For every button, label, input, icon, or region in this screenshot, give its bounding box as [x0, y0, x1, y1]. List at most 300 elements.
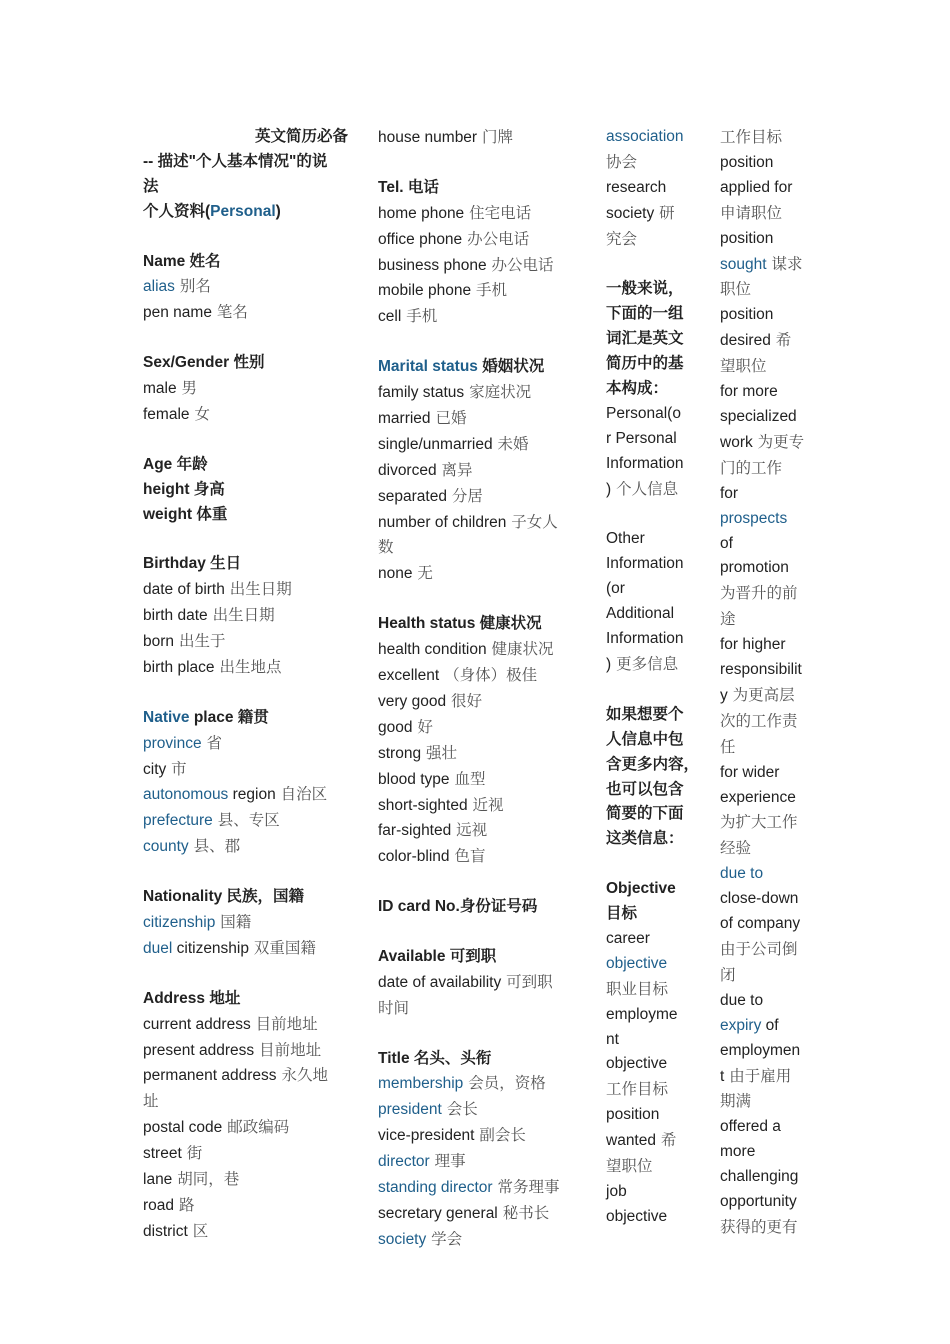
text-line — [720, 252, 820, 278]
blank-line — [378, 1022, 578, 1047]
english-term: position — [720, 306, 774, 324]
english-term: 人信息中包 — [606, 730, 684, 748]
text-line — [143, 274, 348, 300]
english-term: work — [720, 433, 753, 451]
english-term: 含更多内容， — [606, 755, 700, 773]
english-term: street — [143, 1145, 182, 1163]
link-term[interactable]: due to — [720, 865, 764, 883]
text-line — [143, 351, 348, 376]
english-term: date of availability — [378, 973, 502, 991]
english-term: color-blind — [378, 848, 450, 866]
blank-line — [143, 681, 348, 706]
chinese-translation: 住宅电话 — [464, 203, 532, 222]
chinese-translation: 个人信息 — [611, 479, 679, 498]
text-line — [143, 1193, 348, 1219]
text-line — [606, 552, 701, 577]
english-term: 婚姻状况 — [477, 358, 545, 376]
link-term[interactable]: objective — [606, 954, 668, 972]
chinese-translation: 会长 — [441, 1100, 478, 1119]
english-term: Personal(o — [606, 404, 681, 422]
english-term: separated — [378, 487, 447, 505]
text-line — [720, 1215, 820, 1241]
english-term: 本构成： — [606, 380, 669, 398]
text-line — [143, 655, 348, 681]
chinese-translation: 已婚 — [430, 408, 467, 427]
chinese-translation: 笔名 — [211, 303, 248, 322]
chinese-translation: 期满 — [720, 1092, 752, 1111]
blank-line — [143, 860, 348, 885]
english-term: male — [143, 380, 177, 398]
chinese-translation: 无 — [412, 564, 433, 583]
text-line — [606, 778, 701, 803]
english-term: Information — [606, 454, 684, 472]
english-term: for wider — [720, 763, 780, 781]
chinese-translation: 工作目标 — [720, 128, 783, 146]
text-line — [606, 1128, 701, 1154]
english-term: home phone — [378, 204, 465, 222]
text-line — [378, 201, 578, 227]
chinese-translation: 目前地址 — [250, 1014, 318, 1033]
english-term: good — [378, 718, 413, 736]
english-term: Additional — [606, 605, 675, 623]
english-term: close-down — [720, 890, 799, 908]
english-term: present address — [143, 1041, 255, 1059]
link-term[interactable]: director — [378, 1153, 430, 1171]
text-line — [606, 277, 701, 302]
text-line — [378, 895, 578, 920]
text-line — [143, 706, 348, 731]
chinese-translation: 理事 — [429, 1152, 466, 1171]
english-term: challenging — [720, 1168, 799, 1186]
chinese-translation: 由于雇用 — [724, 1066, 792, 1085]
text-line — [143, 834, 348, 860]
english-term: society — [606, 204, 655, 222]
text-line — [720, 1165, 820, 1190]
text-line — [720, 1190, 820, 1215]
text-line — [606, 703, 701, 728]
english-term: place 籍贯 — [189, 708, 269, 726]
english-term: height 身高 — [143, 480, 225, 498]
chinese-translation: 省 — [201, 733, 223, 752]
chinese-translation: 女 — [189, 404, 210, 423]
blank-line — [143, 225, 348, 250]
english-term: 法 — [143, 177, 159, 195]
chinese-translation: 工作目标 — [606, 1080, 669, 1099]
text-line — [720, 862, 820, 887]
chinese-translation: （身体）极佳 — [439, 665, 538, 684]
chinese-translation: 胡同，巷 — [172, 1170, 240, 1189]
english-term: road — [143, 1196, 175, 1214]
chinese-translation: 可到职 — [501, 972, 553, 991]
text-line — [378, 1149, 578, 1175]
text-line — [378, 176, 578, 201]
english-term: career — [606, 929, 650, 947]
text-line — [143, 453, 348, 478]
english-term: single/unmarried — [378, 435, 493, 453]
link-term[interactable]: society — [378, 1230, 427, 1248]
chinese-translation: 出生于 — [174, 632, 226, 651]
chinese-translation: 为更高层 — [727, 685, 795, 704]
text-line — [378, 432, 578, 458]
chinese-translation: 出生日期 — [207, 606, 275, 625]
link-term[interactable]: autonomous — [143, 786, 229, 804]
text-line — [143, 478, 348, 503]
english-term: Information — [606, 555, 684, 573]
text-line — [378, 253, 578, 279]
text-line — [143, 629, 348, 655]
text-column-4 — [720, 125, 820, 1241]
english-term: business phone — [378, 256, 487, 274]
text-line — [143, 200, 348, 225]
blank-line — [606, 503, 701, 528]
text-line — [378, 1047, 578, 1072]
text-line — [378, 637, 578, 663]
english-term: ) — [606, 656, 612, 673]
english-term: family status — [378, 384, 465, 402]
english-term: number of children — [378, 513, 507, 531]
chinese-translation: 近视 — [467, 795, 504, 814]
chinese-translation: 址 — [143, 1092, 159, 1111]
text-line — [378, 612, 578, 637]
english-term: Name 姓名 — [143, 252, 221, 270]
link-term[interactable]: standing director — [378, 1179, 493, 1197]
chinese-translation: 目前地址 — [254, 1040, 322, 1059]
chinese-translation: 时间 — [378, 998, 410, 1017]
chinese-translation: 很好 — [446, 691, 483, 710]
english-term: postal code — [143, 1119, 223, 1137]
link-term[interactable]: citizenship — [143, 914, 216, 931]
text-line — [720, 810, 820, 836]
english-term: Nationality 民族，国籍 — [143, 888, 305, 906]
text-line — [720, 1014, 820, 1039]
text-line — [606, 227, 701, 253]
text-line — [720, 482, 820, 507]
chinese-translation: 手机 — [471, 281, 508, 300]
chinese-translation: 未婚 — [492, 434, 529, 453]
english-term: lane — [143, 1171, 173, 1189]
text-line — [143, 910, 348, 936]
english-term: ) — [606, 480, 612, 498]
text-line — [143, 376, 348, 402]
chinese-translation: 县、专区 — [212, 811, 280, 830]
link-term[interactable]: expiry — [720, 1016, 762, 1034]
english-term: house number — [378, 129, 478, 146]
english-term: city — [143, 760, 167, 778]
english-term: for higher — [720, 636, 786, 654]
text-line — [606, 977, 701, 1003]
english-term: ) — [275, 202, 281, 220]
blank-line — [378, 330, 578, 355]
text-line — [143, 885, 348, 910]
text-line — [378, 844, 578, 870]
text-line — [143, 1219, 348, 1245]
chinese-translation: 街 — [181, 1144, 203, 1163]
chinese-translation: 究会 — [606, 229, 638, 248]
link-term[interactable]: county — [143, 838, 189, 856]
english-term: nt — [606, 1030, 619, 1048]
link-term[interactable]: prospects — [720, 509, 788, 527]
text-line — [606, 902, 701, 927]
english-term: position — [606, 1106, 660, 1124]
english-term: Objective — [606, 880, 676, 898]
chinese-translation: 办公电话 — [462, 229, 530, 248]
text-line — [606, 1103, 701, 1128]
text-line — [143, 1167, 348, 1193]
english-term: 简历中的基 — [606, 355, 684, 373]
chinese-translation: 出生日期 — [224, 580, 292, 599]
text-line — [606, 1052, 701, 1077]
text-line — [720, 963, 820, 989]
english-term: short-sighted — [378, 796, 468, 814]
text-line — [378, 818, 578, 844]
blank-line — [606, 253, 701, 278]
text-line — [378, 406, 578, 432]
text-line — [378, 767, 578, 793]
chinese-translation: 远视 — [451, 821, 488, 840]
text-line — [143, 1089, 348, 1115]
chinese-translation: 健康状况 — [486, 640, 554, 659]
chinese-translation: 自治区 — [275, 785, 328, 804]
text-line — [378, 561, 578, 587]
chinese-translation: 门牌 — [477, 128, 514, 146]
english-term: 词汇是英文 — [606, 330, 684, 348]
link-term[interactable]: duel — [143, 939, 173, 957]
chinese-translation: 别名 — [174, 277, 211, 296]
blank-line — [143, 326, 348, 351]
english-term: vice-president — [378, 1127, 475, 1145]
blank-line — [143, 428, 348, 453]
text-line — [378, 1227, 578, 1253]
english-term: employmen — [720, 1041, 801, 1059]
chinese-translation: 常务理事 — [492, 1178, 560, 1197]
link-term[interactable]: membership — [378, 1075, 464, 1093]
chinese-translation: 协会 — [606, 152, 638, 171]
chinese-translation: 市 — [166, 759, 187, 778]
text-line — [720, 735, 820, 761]
text-line — [606, 827, 701, 852]
text-line — [606, 602, 701, 627]
english-term: of — [720, 534, 733, 552]
english-term: permanent address — [143, 1067, 277, 1085]
text-line — [606, 728, 701, 753]
text-line — [606, 201, 701, 227]
text-line — [720, 201, 820, 227]
chinese-translation: 为扩大工作 — [720, 813, 798, 832]
text-line — [720, 456, 820, 482]
chinese-translation: 路 — [174, 1195, 195, 1214]
chinese-translation: 望职位 — [720, 357, 767, 376]
english-term: job — [606, 1183, 627, 1200]
text-line — [606, 176, 701, 201]
blank-line — [143, 962, 348, 987]
blank-line — [378, 870, 578, 895]
chinese-translation: 好 — [412, 717, 433, 736]
link-term[interactable]: association — [606, 128, 684, 145]
text-line — [720, 709, 820, 735]
chinese-translation: 职业目标 — [606, 979, 669, 998]
text-line — [720, 761, 820, 786]
text-line — [143, 987, 348, 1012]
text-line — [606, 477, 701, 503]
text-line — [606, 427, 701, 452]
text-line — [143, 503, 348, 528]
english-term: secretary general — [378, 1204, 498, 1222]
blank-line — [143, 527, 348, 552]
english-term: position — [720, 229, 774, 247]
text-line — [606, 125, 701, 150]
text-line — [378, 227, 578, 253]
english-term: Address 地址 — [143, 989, 241, 1007]
text-line — [606, 1205, 701, 1230]
text-line — [378, 996, 578, 1022]
text-line — [720, 125, 820, 151]
chinese-translation: 县、郡 — [188, 837, 241, 856]
text-line — [720, 683, 820, 709]
english-term: current address — [143, 1015, 251, 1033]
text-line — [606, 627, 701, 652]
english-term: weight 体重 — [143, 505, 228, 523]
text-column-2 — [378, 125, 578, 1253]
english-term: offered a — [720, 1118, 781, 1136]
text-line — [720, 786, 820, 811]
chinese-translation: 副会长 — [474, 1126, 526, 1145]
link-term[interactable]: president — [378, 1101, 442, 1119]
text-line — [143, 1038, 348, 1064]
text-line — [378, 663, 578, 689]
english-term: responsibilit — [720, 661, 802, 679]
text-line — [378, 484, 578, 510]
text-line — [143, 577, 348, 603]
english-term: Tel. 电话 — [378, 178, 439, 196]
text-line — [606, 1003, 701, 1028]
chinese-translation: 任 — [720, 737, 736, 756]
link-term[interactable]: alias — [143, 278, 175, 296]
text-line — [143, 402, 348, 428]
text-line — [720, 989, 820, 1014]
text-line — [606, 150, 701, 176]
text-line — [720, 937, 820, 963]
text-line — [720, 328, 820, 354]
link-term[interactable]: Marital status — [378, 358, 478, 376]
text-line — [606, 452, 701, 477]
text-line — [720, 1039, 820, 1064]
text-line — [378, 355, 578, 380]
chinese-translation: 永久地 — [276, 1066, 328, 1085]
text-line — [720, 227, 820, 252]
text-line — [720, 1064, 820, 1090]
chinese-translation: 门的工作 — [720, 458, 783, 477]
text-line — [720, 581, 820, 607]
english-term: more — [720, 1143, 756, 1161]
text-line — [378, 1071, 578, 1097]
link-term[interactable]: Native — [143, 708, 190, 726]
english-term: citizenship — [172, 939, 249, 957]
text-line — [720, 532, 820, 557]
chinese-translation: 色盲 — [449, 847, 486, 866]
english-term: Age 年龄 — [143, 455, 208, 473]
text-line — [606, 927, 701, 952]
english-term: r Personal — [606, 429, 677, 447]
chinese-translation: 离异 — [436, 460, 473, 479]
link-term[interactable]: prefecture — [143, 812, 213, 830]
english-term: 个人资料( — [143, 202, 211, 220]
text-line — [143, 150, 348, 175]
link-term[interactable]: Personal — [210, 202, 276, 220]
chinese-translation: 区 — [187, 1221, 209, 1240]
english-term: for more — [720, 383, 778, 401]
text-line — [720, 354, 820, 380]
text-line — [720, 633, 820, 658]
english-term: health condition — [378, 641, 487, 659]
english-term: wanted — [606, 1132, 656, 1150]
english-term: promotion — [720, 559, 789, 577]
text-line — [720, 1140, 820, 1165]
link-term[interactable]: sought — [720, 255, 767, 273]
text-line — [143, 1115, 348, 1141]
english-term: position — [720, 153, 774, 171]
link-term[interactable]: province — [143, 734, 202, 752]
english-term: office phone — [378, 230, 463, 248]
english-term: 下面的一组 — [606, 305, 684, 323]
text-line — [720, 405, 820, 430]
text-line — [143, 1012, 348, 1038]
text-line — [378, 304, 578, 330]
blank-line — [378, 587, 578, 612]
text-line — [606, 1077, 701, 1103]
text-line — [720, 556, 820, 581]
text-line — [378, 278, 578, 304]
english-term: desired — [720, 332, 771, 350]
text-line — [378, 458, 578, 484]
english-term: -- 描述"个人基本情况"的说 — [143, 152, 328, 170]
chinese-translation: 为晋升的前 — [720, 584, 798, 603]
chinese-translation: 家庭状况 — [464, 383, 532, 402]
text-line — [720, 607, 820, 633]
text-line — [378, 689, 578, 715]
english-term: applied for — [720, 178, 793, 196]
blank-line — [378, 151, 578, 176]
english-term: mobile phone — [378, 282, 472, 300]
text-line — [143, 1063, 348, 1089]
english-term: research — [606, 178, 667, 196]
chinese-translation: 申请职位 — [720, 203, 783, 222]
english-term: birth place — [143, 658, 215, 676]
english-term: Available 可到职 — [378, 947, 497, 965]
text-line — [378, 741, 578, 767]
blank-line — [606, 852, 701, 877]
chinese-translation: 由于公司倒 — [720, 940, 798, 958]
english-term: of — [761, 1016, 779, 1034]
chinese-translation: 闭 — [720, 965, 736, 984]
english-term: Sex/Gender 性别 — [143, 354, 265, 372]
text-line — [606, 952, 701, 977]
text-line — [143, 936, 348, 962]
text-line — [606, 652, 701, 678]
text-line — [720, 658, 820, 683]
text-line — [143, 300, 348, 326]
text-line — [720, 151, 820, 176]
text-line — [606, 1028, 701, 1053]
english-term: (or — [606, 580, 625, 598]
text-line — [378, 510, 578, 536]
english-term: employme — [606, 1005, 678, 1023]
english-term: objective — [606, 1207, 668, 1225]
english-term: t — [720, 1067, 725, 1085]
blank-line — [378, 920, 578, 945]
text-line — [378, 535, 578, 561]
text-line — [143, 175, 348, 200]
english-term: for — [720, 484, 739, 502]
